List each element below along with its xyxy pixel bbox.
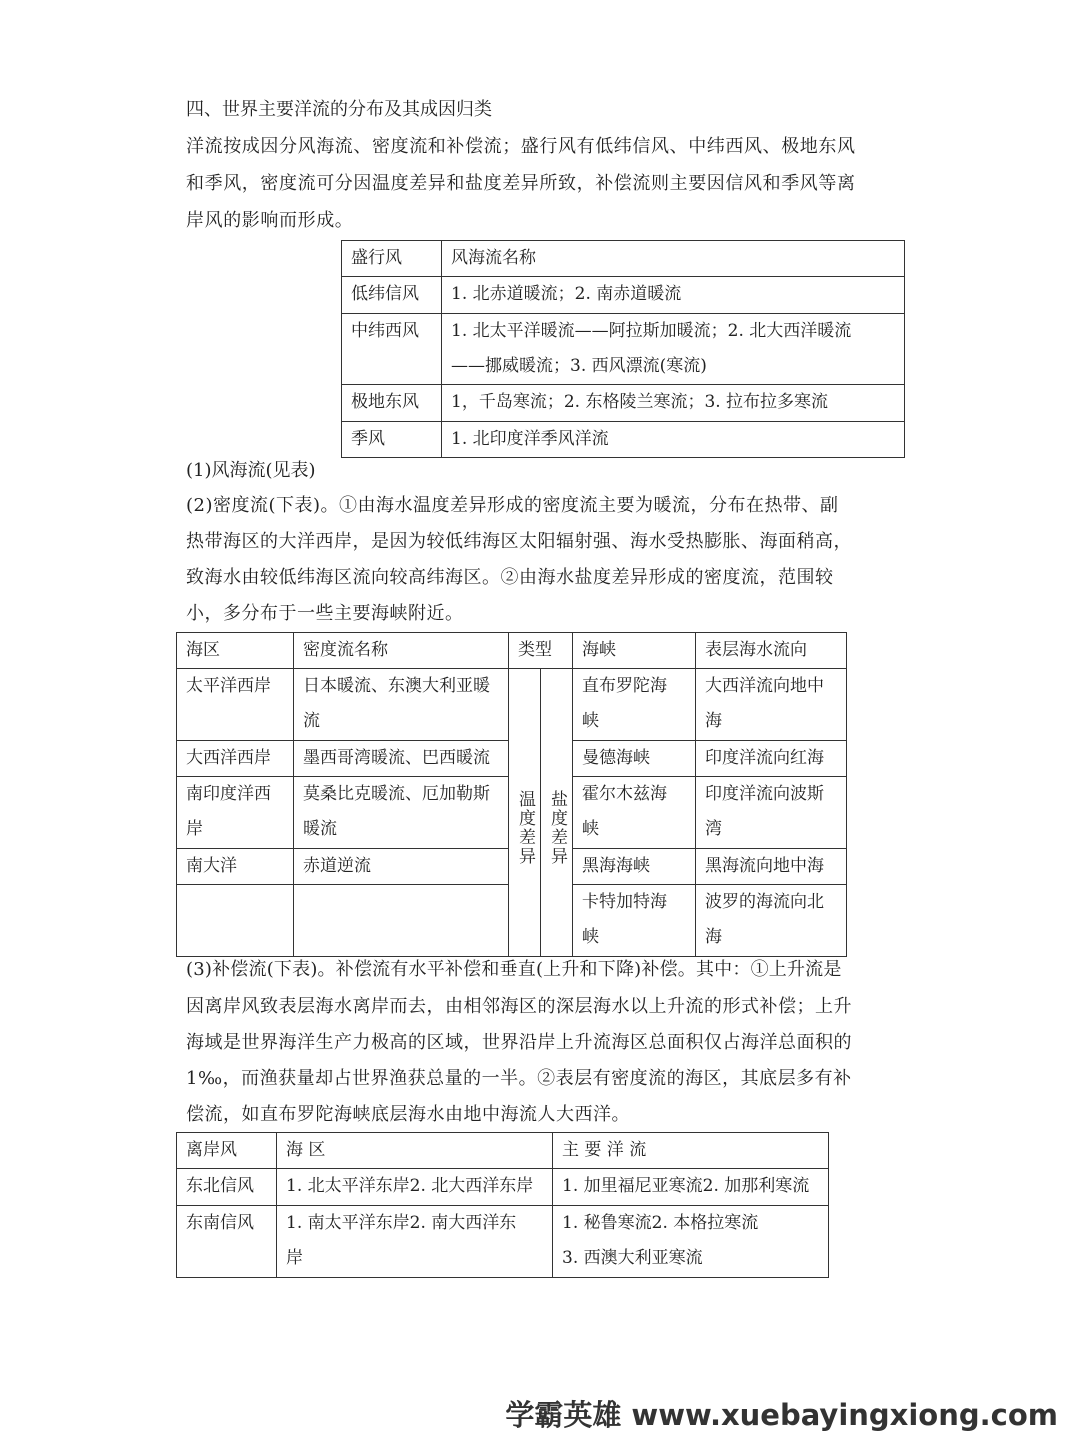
wind-cell: 季风 <box>342 422 442 458</box>
wind-current-table <box>341 240 905 458</box>
region-cell: 大西洋西岸 <box>177 741 294 777</box>
cell-line: 1. 秘鲁寒流2. 本格拉寒流 <box>562 1213 759 1233</box>
cell-line: 3. 西澳大利亚寒流 <box>562 1248 703 1268</box>
cell-line: 湾 <box>705 819 722 839</box>
paragraph-2-line: (2)密度流(下表)。①由海水温度差异形成的密度流主要为暖流，分布在热带、副 <box>186 495 839 516</box>
wind-cell: 中纬西风 <box>342 314 442 385</box>
flow-cell <box>696 777 847 849</box>
table-header: 离岸风 <box>177 1133 277 1169</box>
flow-cell <box>696 885 847 957</box>
current-name-cell-empty <box>294 885 509 957</box>
paragraph-3-line: 因离岸风致表层海水离岸而去，由相邻海区的深层海水以上升流的形式补偿；上升 <box>186 996 852 1017</box>
type-temperature-cell: 温度差异 <box>509 669 541 957</box>
flow-cell <box>696 669 847 741</box>
cell-line: 海 <box>705 927 722 947</box>
region-cell: 1. 北太平洋东岸2. 北大西洋东岸 <box>277 1169 553 1206</box>
cell-line: 大西洋流向地中 <box>705 676 824 696</box>
wind-cell: 东北信风 <box>177 1169 277 1206</box>
current-cell: 1，千岛寒流；2. 东格陵兰寒流；3. 拉布拉多寒流 <box>442 385 905 422</box>
cell-line: 直布罗陀海 <box>582 676 667 696</box>
cell-line: 莫桑比克暖流、厄加勒斯 <box>303 784 490 804</box>
paragraph-2-line: 小，多分布于一些主要海峡附近。 <box>186 603 464 624</box>
cell-line: 南印度洋西 <box>186 784 271 804</box>
region-cell <box>177 669 294 741</box>
section-title: 四、世界主要洋流的分布及其成因归类 <box>186 99 492 120</box>
region-cell-empty <box>177 885 294 957</box>
wind-cell: 极地东风 <box>342 385 442 422</box>
paragraph-2-line: 热带海区的大洋西岸，是因为较低纬海区太阳辐射强、海水受热膨胀、海面稍高， <box>186 531 852 552</box>
cell-line: 太平洋西岸 <box>186 676 271 696</box>
cell-line: ——挪威暖流；3. 西风漂流(寒流) <box>451 356 707 376</box>
table-header: 海区 <box>177 633 294 669</box>
table-header: 风海流名称 <box>442 241 905 277</box>
cell-line: 1. 北太平洋暖流——阿拉斯加暖流；2. 北大西洋暖流 <box>451 321 852 341</box>
strait-cell <box>573 777 696 849</box>
strait-cell: 曼德海峡 <box>573 741 696 777</box>
intro-line: 洋流按成因分风海流、密度流和补偿流；盛行风有低纬信风、中纬西风、极地东风 <box>186 136 856 157</box>
paragraph-3-line: 1‰，而渔获量却占世界渔获总量的一半。②表层有密度流的海区，其底层多有补 <box>186 1068 852 1089</box>
cell-line: 峡 <box>582 711 599 731</box>
table-header: 类型 <box>509 633 573 669</box>
table-header: 密度流名称 <box>294 633 509 669</box>
intro-line: 岸风的影响而形成。 <box>186 210 354 231</box>
site-watermark: 学霸英雄 www.xuebayingxiong.com <box>505 1398 1058 1432</box>
cell-line: 流 <box>303 711 320 731</box>
table-header: 主 要 洋 流 <box>553 1133 829 1169</box>
current-name-cell <box>294 777 509 849</box>
flow-cell: 黑海流向地中海 <box>696 849 847 885</box>
paragraph-3-line: (3)补偿流(下表)。补偿流有水平补偿和垂直(上升和下降)补偿。其中：①上升流是 <box>186 959 842 980</box>
paragraph-3-line: 偿流，如直布罗陀海峡底层海水由地中海流人大西洋。 <box>186 1104 630 1125</box>
region-cell <box>177 777 294 849</box>
table-header: 盛行风 <box>342 241 442 277</box>
paragraph-2-line: 致海水由较低纬海区流向较高纬海区。②由海水盐度差异形成的密度流，范围较 <box>186 567 834 588</box>
cell-line: 印度洋流向波斯 <box>705 784 824 804</box>
cell-line: 卡特加特海 <box>582 892 667 912</box>
paragraph-3-line: 海域是世界海洋生产力极高的区域，世界沿岸上升流海区总面积仅占海洋总面积的 <box>186 1032 852 1053</box>
current-name-cell: 墨西哥湾暖流、巴西暖流 <box>294 741 509 777</box>
table-header: 海峡 <box>573 633 696 669</box>
currents-cell: 1. 加里福尼亚寒流2. 加那利寒流 <box>553 1169 829 1206</box>
current-name-cell: 赤道逆流 <box>294 849 509 885</box>
cell-line: 波罗的海流向北 <box>705 892 824 912</box>
paragraph-1: (1)风海流(见表) <box>186 460 316 481</box>
cell-line: 峡 <box>582 927 599 947</box>
current-cell: 1. 北赤道暖流；2. 南赤道暖流 <box>442 277 905 314</box>
cell-line: 海 <box>705 711 722 731</box>
cell-line: 岸 <box>186 819 203 839</box>
cell-line: 岸 <box>286 1248 303 1268</box>
intro-line: 和季风，密度流可分因温度差异和盐度差异所致，补偿流则主要因信风和季风等离 <box>186 173 856 194</box>
current-cell: 1. 北印度洋季风洋流 <box>442 422 905 458</box>
currents-cell <box>553 1206 829 1278</box>
wind-cell: 东南信风 <box>177 1206 277 1278</box>
current-name-cell <box>294 669 509 741</box>
strait-cell <box>573 885 696 957</box>
current-cell <box>442 314 905 385</box>
strait-cell: 黑海海峡 <box>573 849 696 885</box>
cell-line: 暖流 <box>303 819 337 839</box>
flow-cell: 印度洋流向红海 <box>696 741 847 777</box>
compensation-current-table <box>176 1132 829 1278</box>
region-cell: 南大洋 <box>177 849 294 885</box>
table-header: 海 区 <box>277 1133 553 1169</box>
cell-line: 峡 <box>582 819 599 839</box>
wind-cell: 低纬信风 <box>342 277 442 314</box>
cell-line: 霍尔木兹海 <box>582 784 667 804</box>
density-current-table <box>176 632 847 957</box>
table-header: 表层海水流向 <box>696 633 847 669</box>
cell-line: 日本暖流、东澳大利亚暖 <box>303 676 490 696</box>
cell-line: 1. 南太平洋东岸2. 南大西洋东 <box>286 1213 517 1233</box>
strait-cell <box>573 669 696 741</box>
type-salinity-cell: 盐度差异 <box>541 669 573 957</box>
region-cell <box>277 1206 553 1278</box>
